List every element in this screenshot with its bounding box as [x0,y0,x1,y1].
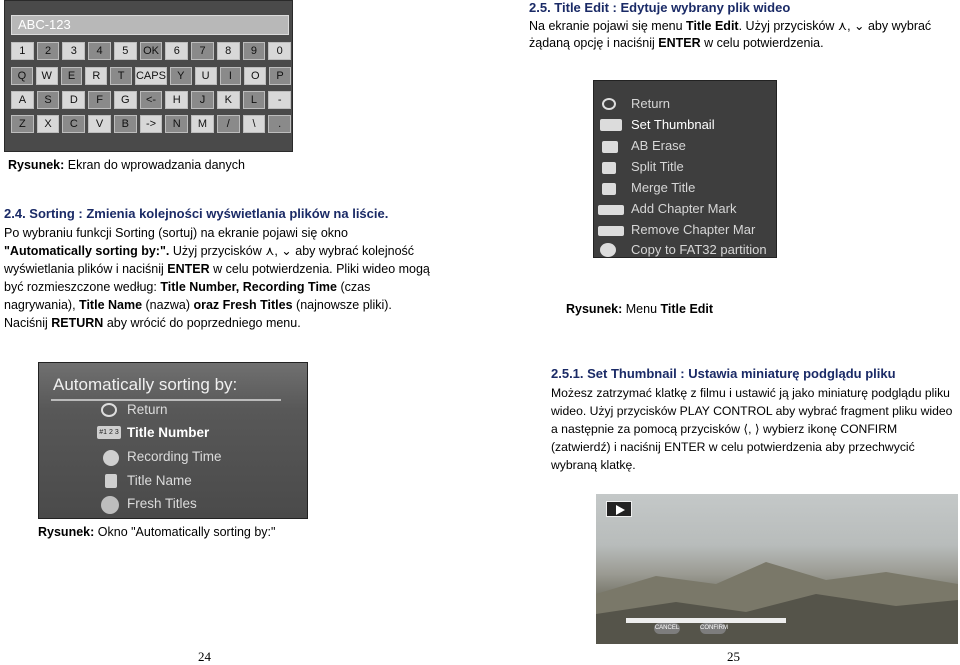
keyboard-key: Z [11,115,34,133]
keyboard-key: CAPS [135,67,167,85]
keyboard-key: U [195,67,217,85]
menu-item-add-chapter-mark: Add Chapter Mark [631,201,737,216]
keyboard-key: N [165,115,188,133]
keyboard-key: Q [11,67,33,85]
keyboard-key: J [191,91,214,109]
landscape-image [596,554,958,644]
keyboard-key: . [268,115,291,133]
keyboard-key: Y [170,67,192,85]
keyboard-key: P [269,67,291,85]
cancel-button: CANCEL [654,623,680,634]
clock-icon [103,450,119,466]
menu-item-merge-title: Merge Title [631,180,696,195]
keyboard-key: A [11,91,34,109]
keyboard-key: <- [140,91,163,109]
keyboard-key: 5 [114,42,137,60]
keyboard-key: H [165,91,188,109]
keyboard-key: 3 [62,42,85,60]
merge-icon [602,183,616,195]
keyboard-key: W [36,67,58,85]
menu-item-copy-to-fat32: Copy to FAT32 partition [631,242,767,257]
disc-copy-icon [600,243,616,257]
keyboard-key: -> [140,115,163,133]
keyboard-key: K [217,91,240,109]
play-icon [606,501,632,517]
return-icon [602,98,616,110]
document-icon [105,474,117,488]
keyboard-key: 8 [217,42,240,60]
keyboard-key: D [62,91,85,109]
keyboard-row [11,67,291,85]
add-chapter-icon [598,205,624,215]
keyboard-key: L [243,91,266,109]
keyboard-key: 1 [11,42,34,60]
keyboard-input-field: ABC-123 [11,15,289,35]
keyboard-key: O [244,67,266,85]
title-edit-menu-screenshot [593,80,777,258]
keyboard-key: C [62,115,85,133]
set-thumbnail-description: Możesz zatrzymać klatkę z filmu i ustawić ją jako miniaturę podglądu pliku wideo. Użyj przycisków PLAY CONTROL aby wybrać fragment pliku wideo a następnie za pomocą przycisków ⟨, ⟩ wybierz ikonę CONFIRM (zatwierdź) i naciśnij ENTER w celu potwierdzenia aby przechwycić wybraną klatkę. [551,386,953,472]
keyboard-key: E [61,67,83,85]
keyboard-key: / [217,115,240,133]
sort-option-return: Return [127,402,168,417]
section-heading-sorting: 2.4. Sorting : Zmienia kolejności wyświetlania plików na liście. [4,206,389,221]
keyboard-key: G [114,91,137,109]
divider [51,399,281,401]
keyboard-key: T [110,67,132,85]
figure-caption-keyboard: Rysunek: Ekran do wprowadzania danych [8,158,245,172]
sort-option-title-number: Title Number [127,425,210,440]
keyboard-key: - [268,91,291,109]
keyboard-key: F [88,91,111,109]
sort-option-recording-time: Recording Time [127,449,222,464]
keyboard-key: 2 [37,42,60,60]
sort-menu-title: Automatically sorting by: [53,375,238,394]
page-number-right: 25 [727,649,740,664]
thumbnail-icon [600,119,622,131]
keyboard-row [11,91,291,109]
keyboard-row [11,115,291,133]
sort-option-fresh-titles: Fresh Titles [127,496,197,511]
keyboard-key: OK [140,42,163,60]
keyboard-key: I [220,67,242,85]
keyboard-key: V [88,115,111,133]
auto-sorting-menu-screenshot [38,362,308,519]
section-heading-title-edit: 2.5. Title Edit : Edytuje wybrany plik wideo [529,0,791,15]
keyboard-key: 4 [88,42,111,60]
keyboard-key: 9 [243,42,266,60]
sort-option-title-name: Title Name [127,473,192,488]
keyboard-key: R [85,67,107,85]
section-heading-set-thumbnail: 2.5.1. Set Thumbnail : Ustawia miniaturę podglądu pliku [551,366,896,381]
keyboard-row [11,42,291,60]
eraser-icon [602,141,618,153]
figure-caption-title-edit: Rysunek: Menu Title Edit [566,302,714,316]
figure-caption-sorting: Rysunek: Okno "Automatically sorting by:" [38,525,276,539]
keyboard-key: 0 [268,42,291,60]
new-disc-icon [101,496,119,514]
return-icon [101,403,117,417]
sorting-description: Po wybraniu funkcji Sorting (sortuj) na ekranie pojawi się okno "Automatically sorting by:". Użyj przycisków ⋏, ⌄ aby wybrać kolejność wyświetlania plików i naciśnij ENTER w celu potwierdzenia. Pliki wideo mogą być rozmieszczone według: Title Number, Recording Time (czas nagrywania), Title Name (nazwa) oraz Fresh Titles (najnowsze pliki). Naciśnij RETURN aby wrócić do poprzedniego menu. [4,226,430,330]
menu-item-set-thumbnail: Set Thumbnail [631,117,715,132]
split-icon [602,162,616,174]
keyboard-key: \ [243,115,266,133]
title-number-icon: #1 2 3 [97,426,121,439]
keyboard-key: M [191,115,214,133]
keyboard-key: X [37,115,60,133]
title-edit-description: Na ekranie pojawi się menu Title Edit. Użyj przycisków ⋏, ⌄ aby wybrać żądaną opcję i naciśnij ENTER w celu potwierdzenia. [529,19,932,50]
keyboard-key: S [37,91,60,109]
menu-item-remove-chapter-mark: Remove Chapter Mar [631,222,756,237]
keyboard-key: 7 [191,42,214,60]
remove-chapter-icon [598,226,624,236]
keyboard-key: B [114,115,137,133]
menu-item-ab-erase: AB Erase [631,138,686,153]
page-number-left: 24 [198,649,211,664]
menu-item-split-title: Split Title [631,159,684,174]
virtual-keyboard-screenshot [4,0,293,152]
confirm-button: CONFIRM [700,623,726,634]
video-frame-screenshot [596,494,958,640]
keyboard-key: 6 [165,42,188,60]
menu-item-return: Return [631,96,671,111]
